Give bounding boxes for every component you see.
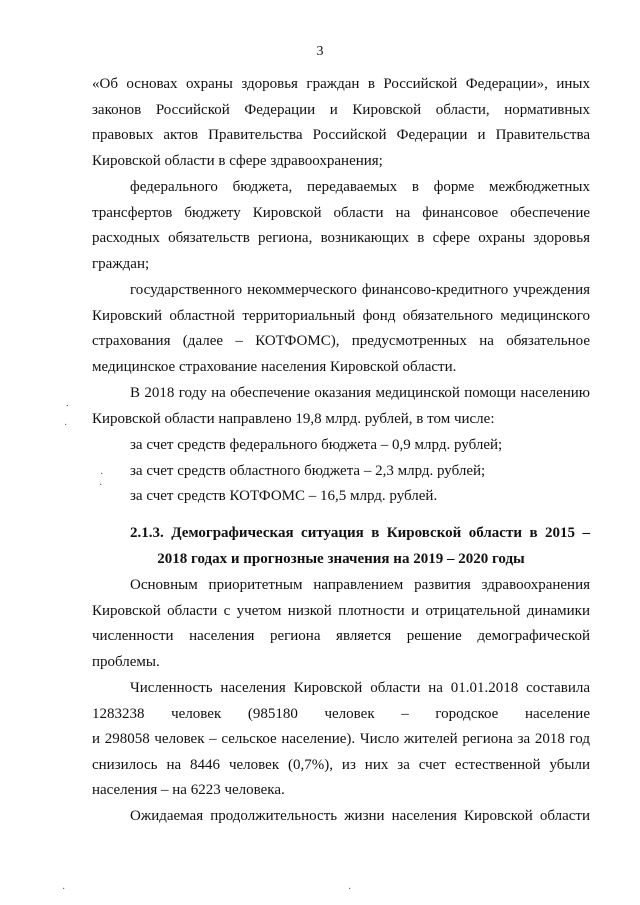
- text-line: численности населения региона является решение демографической: [92, 628, 590, 645]
- text-line: Численность населения Кировской области на 01.01.2018 составила: [130, 680, 590, 696]
- text-line: страхования (далее – КОТФОМС), предусмотренных на обязательное: [92, 333, 590, 350]
- paragraph-population: [92, 676, 590, 804]
- text-line: снизилось на 8446 человек (0,7%), из них за счет естественной убыли: [92, 756, 590, 773]
- scan-speck: ⸱: [66, 401, 69, 412]
- text-line: расходных обязательств региона, возникающих в сфере охраны здоровья: [92, 230, 590, 247]
- paragraph-demography-priority: [92, 573, 590, 675]
- funding-list: [92, 433, 590, 510]
- text-line: проблемы.: [92, 653, 160, 670]
- text-line: «Об основах охраны здоровья граждан в Российской Федерации», иных: [92, 76, 590, 92]
- text-line: Кировской области направлено 19,8 млрд. рублей, в том числе:: [92, 410, 495, 427]
- text-line: федерального бюджета, передаваемых в форме межбюджетных: [130, 179, 590, 195]
- text-line: Кировский областной территориальный фонд обязательного медицинского: [92, 307, 590, 324]
- scan-speck: ·: [62, 884, 66, 895]
- list-item: за счет средств КОТФОМС – 16,5 млрд. рублей.: [130, 488, 438, 505]
- scan-speck: ·: [64, 420, 68, 431]
- text-line: Кировской области в сфере здравоохранения;: [92, 152, 383, 169]
- text-line: населения – на 6223 человека.: [92, 782, 285, 799]
- text-line: правовых актов Правительства Российской Федерации и Правительства: [92, 127, 590, 144]
- paragraph-federal-budget: [92, 175, 590, 277]
- paragraph-life-expectancy: [92, 804, 590, 830]
- scan-speck: ·: [100, 469, 104, 480]
- text-line: В 2018 году на обеспечение оказания медицинской помощи населению: [130, 385, 590, 401]
- heading-line: 2.1.3. Демографическая ситуация в Кировской области в 2015 –: [130, 525, 590, 541]
- paragraph-health-laws: [92, 72, 590, 174]
- paragraph-kotfoms: [92, 278, 590, 380]
- text-line: государственного некоммерческого финансово-кредитного учреждения: [130, 282, 590, 298]
- section-heading: [92, 521, 590, 572]
- text-line: Основным приоритетным направлением развития здравоохранения: [130, 577, 590, 593]
- text-line: граждан;: [92, 255, 150, 272]
- list-item: за счет средств федерального бюджета – 0,9 млрд. рублей;: [130, 437, 503, 453]
- list-item: за счет средств областного бюджета – 2,3 млрд. рублей;: [130, 462, 486, 479]
- text-line: и 298058 человек – сельское население). Число жителей региона за 2018 год: [92, 731, 590, 748]
- text-line: законов Российской Федерации и Кировской области, нормативных: [92, 101, 590, 118]
- text-line: Ожидаемая продолжительность жизни населения Кировской области: [130, 808, 590, 824]
- page-number: 3: [316, 44, 324, 59]
- heading-line: 2018 годах и прогнозные значения на 2019 – 2020 годы: [157, 550, 525, 567]
- paragraph-funding-2018: [92, 381, 590, 432]
- scan-speck: ·: [348, 884, 352, 895]
- text-line: Кировской области с учетом низкой плотности и отрицательной динамики: [92, 602, 590, 619]
- text-line: медицинское страхование населения Кировской области.: [92, 358, 457, 375]
- scan-speck: ·: [99, 480, 103, 491]
- text-line: 1283238 человек (985180 человек – городское население: [92, 705, 590, 722]
- text-line: трансфертов бюджету Кировской области на финансовое обеспечение: [92, 204, 590, 221]
